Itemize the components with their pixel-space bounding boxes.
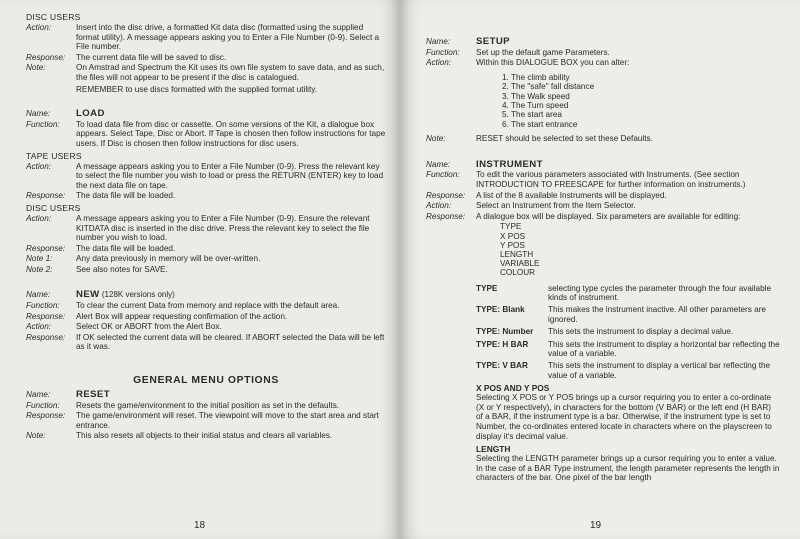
list-item: LENGTH: [500, 249, 534, 259]
instrument-action-row: Action: Select an Instrument from the Item Selector.: [426, 201, 636, 211]
list-item: 1. The climb ability: [502, 72, 570, 82]
reset-name-row: Name: RESET: [26, 390, 386, 400]
tape-response-row: Response: The data file will be loaded.: [26, 191, 176, 201]
new-title: NEW: [76, 289, 100, 301]
load-function-row: Function: To load data file from disc or cassette. On some versions of the Kit, a dialogue box appears. Select Tape, Disc or Abort. If Tape is chosen then follow instructions for tape users. If Disc is chosen then follow instructions for disc users.: [26, 119, 386, 148]
reset-note-row: Note: This also resets all objects to their initial status and clears all variables.: [26, 431, 333, 441]
length-paragraph: Selecting the LENGTH parameter brings up a cursor requiring you to enter a value. In the case of a BAR Type instrument, the length parameter represents the length in characters of the bar. One pixel of the bar length: [476, 454, 780, 483]
disc-note1-row: Note 1: Any data previously in memory will be over-written.: [26, 254, 261, 264]
setup-action-row: Action: Within this DIALOGUE BOX you can alter:: [426, 58, 630, 68]
disc-users-action: Action: Insert into the disc drive, a formatted Kit data disc (formatted using the supplied format utility). A message appears asking you to Enter a File Number (0-9). Select a File number.: [26, 23, 380, 52]
xpos-ypos-paragraph: Selecting X POS or Y POS brings up a cursor requiring you to enter a co-ordinate (X or Y respectively), in characters for the bottom (V BAR) or the left end (H BAR) of a BAR, if the instrument type is a bar. Otherwise, if the instrument type is set to Number, the co-ordinates entered locate in characters where on the playscreen to display it's decimal value.: [476, 393, 772, 441]
setup-title: SETUP: [476, 36, 510, 47]
list-item: 4. The Turn speed: [502, 101, 569, 110]
list-item: 3. The Walk speed: [502, 91, 570, 101]
length-heading: LENGTH: [476, 444, 511, 455]
page-number-19: 19: [590, 520, 602, 531]
new-name-row: Name: NEW (128K versions only): [26, 289, 175, 301]
load-name-row: Name: LOAD: [26, 109, 386, 119]
type-number-row: TYPE: Number This sets the instrument to display a decimal value.: [476, 327, 734, 337]
list-item: TYPE: [500, 222, 522, 232]
load-title: LOAD: [76, 108, 105, 120]
list-item: 5. The start area: [502, 110, 562, 120]
disc-action-row: Action: A message appears asking you to Enter a File Number (0-9). Ensure the relevant KITDATA disc is inserted in the disc drive. Press the relevant key to select the file number you wish to load.: [26, 213, 370, 243]
disc-users-rows: [26, 23, 386, 83]
list-item: COLOUR: [500, 268, 536, 278]
reset-title: RESET: [76, 389, 110, 401]
type-row: TYPE selecting type cycles the parameter through the four available kinds of instrument.: [476, 283, 772, 302]
general-menu-options-heading: GENERAL MENU OPTIONS: [133, 375, 279, 387]
instrument-parameter-list: [500, 222, 780, 277]
type-vbar-row: TYPE: V BAR This sets the instrument to display a vertical bar reflecting the value of a variable.: [476, 361, 771, 380]
new-action-row: Action: Select OK or ABORT from the Alert Box.: [26, 322, 222, 332]
disc-note2-row: Note 2: See also notes for SAVE.: [26, 264, 168, 274]
page-number-18: 18: [194, 520, 206, 531]
instrument-function-row: Function: To edit the various parameters associated with Instruments. (See section INTRODUCTION TO FREESCAPE for further information on instruments.): [426, 170, 746, 189]
setup-note-row: Note: RESET should be selected to set these Defaults.: [426, 134, 653, 144]
list-item: X POS: [500, 231, 526, 241]
new-function-row: Function: To clear the current Data from memory and replace with the default area.: [26, 301, 340, 311]
list-item: VARIABLE: [500, 259, 540, 269]
list-item: 6. The start entrance: [502, 119, 578, 129]
instrument-title: INSTRUMENT: [476, 158, 543, 170]
setup-name-row: Name: SETUP: [426, 37, 780, 47]
new-title-suffix: (128K versions only): [101, 290, 175, 300]
tape-action-row: Action: A message appears asking you to Enter a File Number (0-9). Press the relevant key to select the file number you wish to load or press the RETURN (ENTER) key to load the next data file on tape.: [26, 161, 384, 190]
setup-parameter-list: [502, 73, 780, 129]
xpos-ypos-heading: X POS AND Y POS: [476, 383, 550, 394]
disc-users-heading-2: DISC USERS: [26, 202, 81, 213]
type-hbar-row: TYPE: H BAR This sets the instrument to display a horizontal bar reflecting the value of a variable.: [476, 339, 780, 359]
instrument-response2-row: Response: A dialogue box will be displayed. Six parameters are available for editing:: [426, 211, 741, 221]
right-page: [400, 0, 800, 539]
new-response2-row: Response: If OK selected the current data will be cleared. If ABORT selected the Data will be left as it was.: [26, 332, 385, 352]
tape-users-heading: TAPE USERS: [26, 150, 82, 161]
disc-response-row: Response: The data file will be loaded.: [26, 243, 176, 253]
instrument-name-row: Name: INSTRUMENT: [426, 160, 780, 170]
type-blank-row: TYPE: Blank This makes the instrument inactive. All other parameters are ignored.: [476, 305, 766, 324]
list-item: 2. The "safe" fall distance: [502, 82, 595, 92]
instrument-response-row: Response: A list of the 8 available Instruments will be displayed.: [426, 190, 667, 200]
disc-users-response: Response: The current data file will be saved to disc.: [26, 52, 227, 62]
disc-users-heading: DISC USERS: [26, 12, 81, 22]
list-item: Y POS: [500, 240, 525, 250]
new-response-row: Response: Alert Box will appear requesting confirmation of the action.: [26, 311, 288, 321]
disc-users-note: Note: On Amstrad and Spectrum the Kit uses its own file system to save data, and as such, the files will not appear to be present if the disc is catalogued.: [26, 63, 385, 82]
reset-response-row: Response: The game/environment will reset. The viewpoint will move to the start area and start entrance.: [26, 411, 379, 430]
reset-function-row: Function: Resets the game/environment to the initial position as set in the defaults.: [26, 400, 340, 410]
setup-function-row: Function: Set up the default game Parameters.: [426, 47, 610, 57]
remember-note: REMEMBER to use discs formatted with the supplied format utility.: [76, 84, 318, 94]
